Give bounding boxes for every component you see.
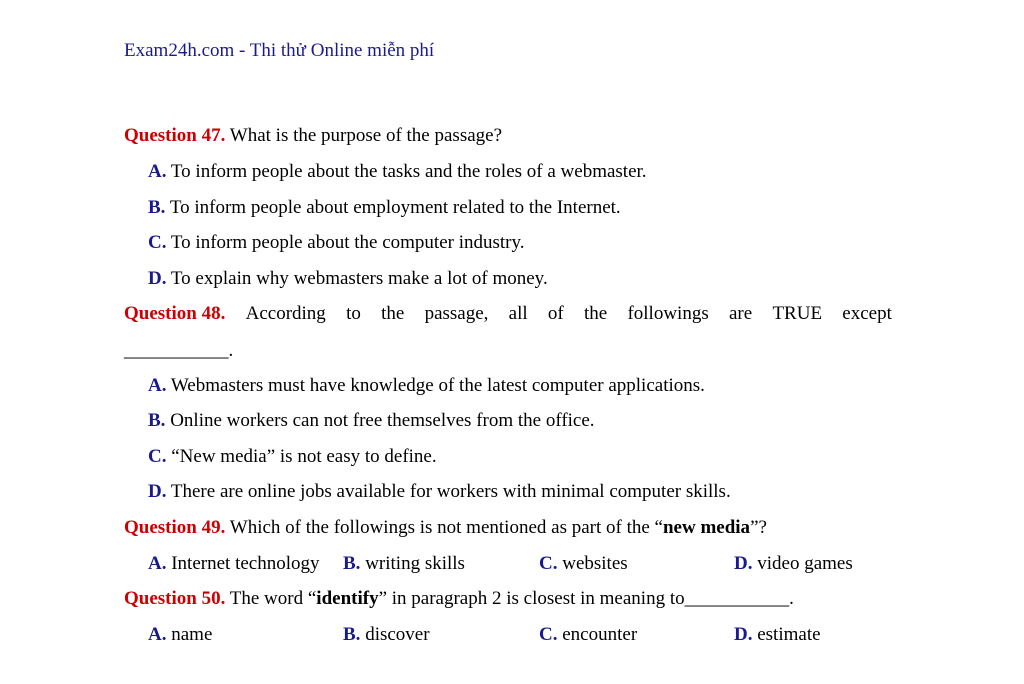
option-text: discover [360,624,430,645]
option-text: name [166,624,213,645]
q49-option-b [343,552,465,576]
option-text: websites [557,553,628,574]
question-word: of [547,303,564,324]
question-47 [124,124,502,148]
answer-blank: ___________. [124,340,234,361]
question-word: are [728,303,753,324]
option-letter: A. [148,553,167,574]
q50-option-b [343,623,430,647]
question-number: Question 49. [124,517,226,538]
q48-option-b [148,409,595,433]
option-text: Online workers can not free themselves from the office. [165,410,595,431]
q48-option-d [148,480,731,504]
q50-option-a [148,623,212,647]
q48-option-a [148,374,705,398]
q49-option-c [539,552,628,576]
option-letter: C. [539,624,558,645]
question-word: to [346,303,361,324]
question-number: Question 48. [124,303,226,324]
question-word: all [508,303,528,324]
emphasis-term: new media [662,517,751,538]
option-letter: C. [148,446,167,467]
question-49 [124,516,767,540]
option-letter: D. [734,624,753,645]
option-text: Internet technology [166,553,320,574]
question-text: Which of the followings is not mentioned as part of the “ [225,517,663,538]
question-word: the [583,303,608,324]
option-text: To inform people about the computer industry. [166,232,525,253]
question-50 [124,587,794,611]
question-word: followings [627,303,709,324]
emphasis-term: identify [316,588,379,609]
q47-option-a [148,160,647,184]
option-letter: D. [148,268,167,289]
option-letter: B. [343,553,361,574]
option-letter: C. [148,232,167,253]
question-word: According [245,303,326,324]
q50-options-row [0,623,1024,647]
option-letter: B. [343,624,361,645]
q48-option-c [148,445,437,469]
question-number: Question 47. [124,125,226,146]
option-letter: D. [148,481,167,502]
option-letter: A. [148,161,167,182]
question-number: Question 50. [124,588,226,609]
q49-option-d [734,552,853,576]
q49-option-a [148,552,320,576]
option-text: There are online jobs available for workers with minimal computer skills. [166,481,731,502]
question-48 [124,302,892,326]
question-word: except [842,303,892,324]
option-text: writing skills [360,553,465,574]
option-letter: B. [148,197,166,218]
option-text: To inform people about employment related to the Internet. [165,197,621,218]
question-text: The word “ [225,588,317,609]
q47-option-c [148,231,525,255]
option-letter: C. [539,553,558,574]
option-text: video games [752,553,853,574]
option-letter: A. [148,624,167,645]
option-letter: B. [148,410,166,431]
q47-option-b [148,196,621,220]
question-text: What is the purpose of the passage? [225,125,503,146]
option-text: encounter [557,624,638,645]
q50-option-c [539,623,637,647]
site-header: Exam24h.com - Thi thử Online miễn phí [124,40,435,61]
question-word: the [381,303,405,324]
option-text: estimate [752,624,821,645]
question-word: passage, [424,303,489,324]
q49-options-row [0,552,1024,576]
option-text: “New media” is not easy to define. [166,446,437,467]
q50-option-d [734,623,821,647]
option-text: To explain why webmasters make a lot of money. [166,268,548,289]
question-text-end: ”? [750,517,767,538]
option-text: To inform people about the tasks and the roles of a webmaster. [166,161,647,182]
question-word: TRUE [772,303,823,324]
question-text-end: ” in paragraph 2 is closest in meaning to___________. [378,588,794,609]
option-letter: D. [734,553,753,574]
option-text: Webmasters must have knowledge of the latest computer applications. [166,375,705,396]
option-letter: A. [148,375,167,396]
q47-option-d [148,267,548,291]
